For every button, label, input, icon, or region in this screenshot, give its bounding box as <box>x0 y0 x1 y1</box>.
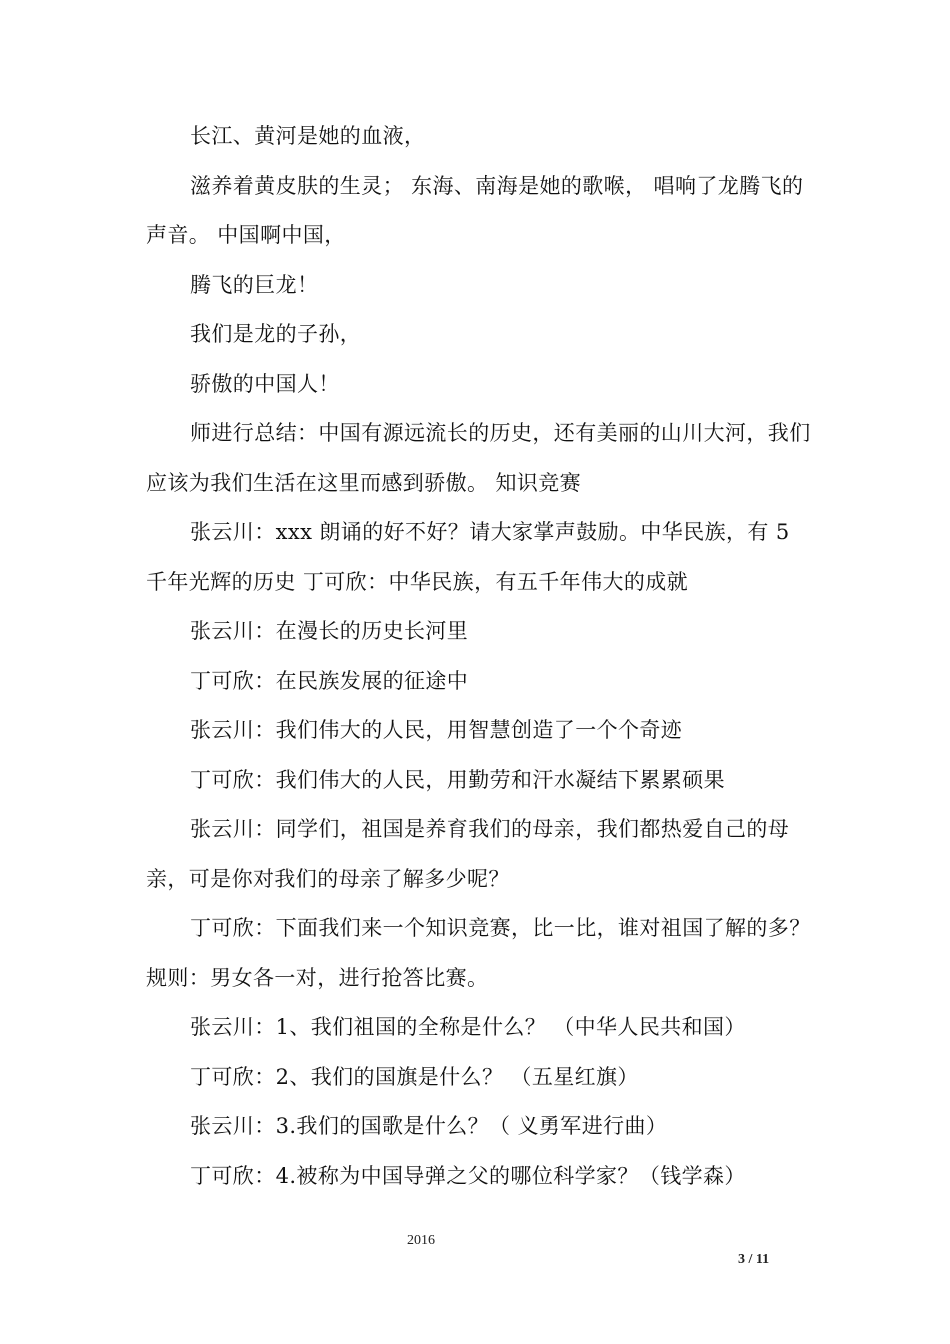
paragraph: 丁可欣：在民族发展的征途中 <box>190 668 469 693</box>
paragraph: 丁可欣：我们伟大的人民，用勤劳和汗水凝结下累累硕果 <box>190 767 725 792</box>
paragraph: 我们是龙的子孙， <box>190 322 362 346</box>
document-body <box>146 112 812 1201</box>
paragraph: 长江、黄河是她的血液， <box>190 124 426 148</box>
footer-year: 2016 <box>407 1233 435 1248</box>
paragraph: 张云川：3.我们的国歌是什么？（ 义勇军进行曲） <box>190 1114 668 1138</box>
paragraph: 丁可欣：4.被称为中国导弹之父的哪位科学家？（钱学森） <box>190 1163 746 1188</box>
paragraph: 张云川：xxx 朗诵的好不好？请大家掌声鼓励。中华民族，有 5 千年光辉的历史 丁可欣：中华民族，有五千年伟大的成就 <box>146 520 790 594</box>
paragraph: 张云川：同学们，祖国是养育我们的母亲，我们都热爱自己的母亲，可是你对我们的母亲了解多少呢？ <box>146 817 790 891</box>
paragraph: 张云川：我们伟大的人民，用智慧创造了一个个奇迹 <box>190 718 683 742</box>
paragraph: 张云川：在漫长的历史长河里 <box>190 619 469 643</box>
paragraph: 骄傲的中国人！ <box>190 371 340 396</box>
paragraph: 丁可欣：2、我们的国旗是什么？ （五星红旗） <box>190 1064 639 1089</box>
paragraph: 张云川：1、我们祖国的全称是什么？ （中华人民共和国） <box>190 1015 746 1039</box>
paragraph: 滋养着黄皮肤的生灵； 东海、南海是她的歌喉， 唱响了龙腾飞的声音。 中国啊中国， <box>146 173 804 247</box>
page-number: 3 / 11 <box>738 1252 770 1267</box>
paragraph: 腾飞的巨龙！ <box>190 272 319 297</box>
paragraph: 丁可欣：下面我们来一个知识竞赛，比一比，谁对祖国了解的多？规则：男女各一对，进行抢答比赛。 <box>146 916 811 990</box>
paragraph: 师进行总结：中国有源远流长的历史，还有美丽的山川大河，我们应该为我们生活在这里而感到骄傲。 知识竞赛 <box>146 421 811 495</box>
